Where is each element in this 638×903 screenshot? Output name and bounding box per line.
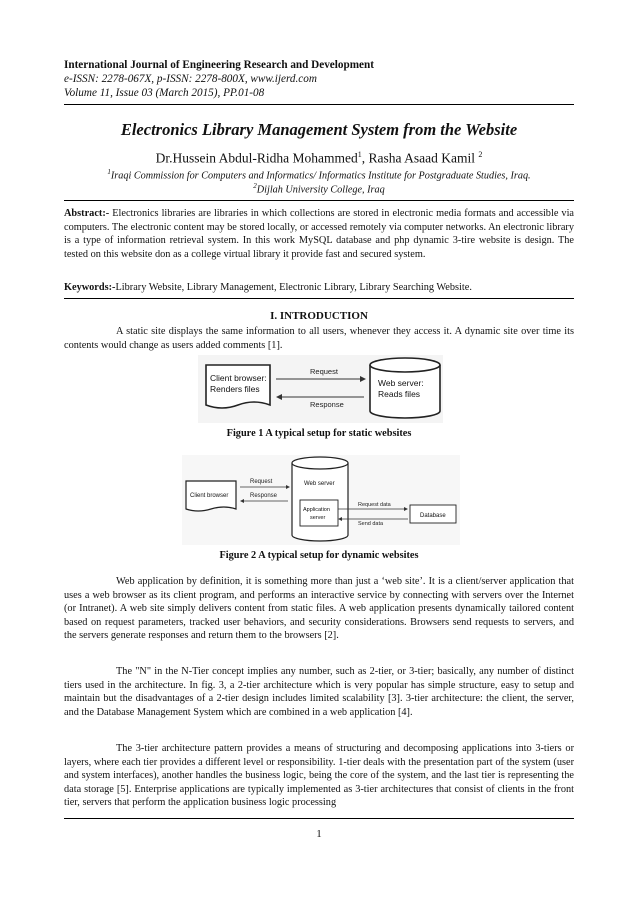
affiliation-2 <box>64 182 574 195</box>
figure-2-caption: Figure 2 A typical setup for dynamic websites <box>219 550 419 561</box>
intro-paragraph-1: A static site displays the same information to all users, whenever they access it. A dynamic site over time its contents would change as users added comments [1]. <box>64 326 574 351</box>
fig2-server-cylinder-top <box>292 457 348 469</box>
fig1-request-label: Request <box>310 367 338 376</box>
keywords-text: Library Website, Library Management, Electronic Library, Library Searching Website. <box>115 282 472 293</box>
journal-volume: Volume 11, Issue 03 (March 2015), PP.01-08 <box>64 87 265 99</box>
paper-title: Electronics Library Management System from the Website <box>120 120 518 139</box>
header-rule <box>64 104 574 105</box>
fig2-app-line1: Application <box>303 507 330 513</box>
fig2-request-data-label: Request data <box>358 502 391 508</box>
abstract-label: Abstract:- <box>64 208 110 219</box>
intro-paragraph-3: The "N" in the N-Tier concept implies any number, such as 2-tier, or 3-tier; basically, any number of distinct tiers used in the architecture. In fig. 3, a 2-tier architecture which is very popular has simple structure, easy to setup and maintain but the disadvantages of a 2-tier design includes limited scalability [3]. 3-tier architecture: the client, the server, and the Database Management System which are combined in a web application [4]. <box>64 666 574 718</box>
abstract <box>64 207 574 261</box>
journal-issn: e-ISSN: 2278-067X, p-ISSN: 2278-800X, www.ijerd.com <box>64 73 317 85</box>
affiliation-2-sup: 2 <box>253 182 257 190</box>
affiliation-1 <box>64 168 574 181</box>
page-number: 1 <box>316 828 322 840</box>
figure-1-caption: Figure 1 A typical setup for static websites <box>226 428 412 439</box>
fig2-application-server-box <box>300 500 338 526</box>
author-2-sup: 2 <box>478 150 483 159</box>
fig1-client-line1: Client browser: <box>210 373 267 383</box>
section-heading-introduction: I. INTRODUCTION <box>270 310 368 322</box>
fig2-send-data-label: Send data <box>358 521 384 527</box>
keywords <box>64 281 574 295</box>
keywords-label: Keywords:- <box>64 282 116 293</box>
figure-1-static-site-diagram <box>198 355 443 423</box>
author-1-sup: 1 <box>357 150 362 159</box>
keywords-rule <box>64 298 574 299</box>
server-cylinder-top <box>370 358 440 372</box>
abstract-text: Electronics libraries are libraries in which collections are stored in electronic media formats and accessible via computers. The electronic content may be stored locally, or accessed remotely via computer networks. An electronic library is a type of information retrieval system. In this work MySQL database and php dynamic 3-tire website is design. The tested on this website don as a college virtual library it provide fast and secured system. <box>64 208 574 260</box>
fig2-client-label: Client browser <box>190 493 229 499</box>
paper-authors <box>64 150 574 167</box>
fig1-client-line2: Renders files <box>210 384 260 394</box>
journal-name: International Journal of Engineering Research and Development <box>64 59 374 71</box>
fig2-request-label: Request <box>250 479 273 485</box>
fig2-app-line2: server <box>310 515 326 521</box>
affiliation-1-sup: 1 <box>107 168 111 176</box>
author-1: Dr.Hussein Abdul-Ridha Mohammed <box>155 150 358 166</box>
fig2-response-label: Response <box>250 493 278 499</box>
fig2-web-server-label: Web server <box>304 481 335 487</box>
author-separator: , <box>361 150 369 166</box>
fig1-response-label: Response <box>310 400 344 409</box>
affiliation-1-text: Iraqi Commission for Computers and Informatics/ Informatics Institute for Postgraduate Studies, Iraq. <box>110 170 531 182</box>
figure-2-dynamic-site-diagram <box>182 455 460 545</box>
journal-header <box>64 58 584 100</box>
footer-rule <box>64 818 574 819</box>
fig1-server-line1: Web server: <box>378 378 424 388</box>
intro-paragraph-4: The 3-tier architecture pattern provides a means of structuring and decomposing applications into 3-tiers or layers, where each tier provides a different level or responsibility. 1-tier deals with the presentation part of the system (user and system interfaces), another handles the business logic, being the core of the system, and the last tier is representing the data storage [5]. Enterprise applications are typically implemented as 3-tier architectures that consist of clients in the front tier, servers that perform the application business logic processing <box>64 743 574 809</box>
title-rule <box>64 200 574 201</box>
affiliation-2-text: Dijlah University College, Iraq <box>256 184 385 196</box>
author-2: Rasha Asaad Kamil <box>368 150 475 166</box>
intro-paragraph-2: Web application by definition, it is something more than just a ‘web site’. It is a client/server application that uses a web browser as its client program, and performs an interactive service by connecting with servers over the Internet (or Intranet). A web site simply delivers content from static files. A web application presents dynamically tailored content based on request parameters, tracked user behaviors, and security considerations. Browsers send requests to servers, and the servers generate responses and return them to the browsers [2]. <box>64 576 574 642</box>
fig1-server-line2: Reads files <box>378 389 421 399</box>
fig2-database-label: Database <box>420 513 446 519</box>
